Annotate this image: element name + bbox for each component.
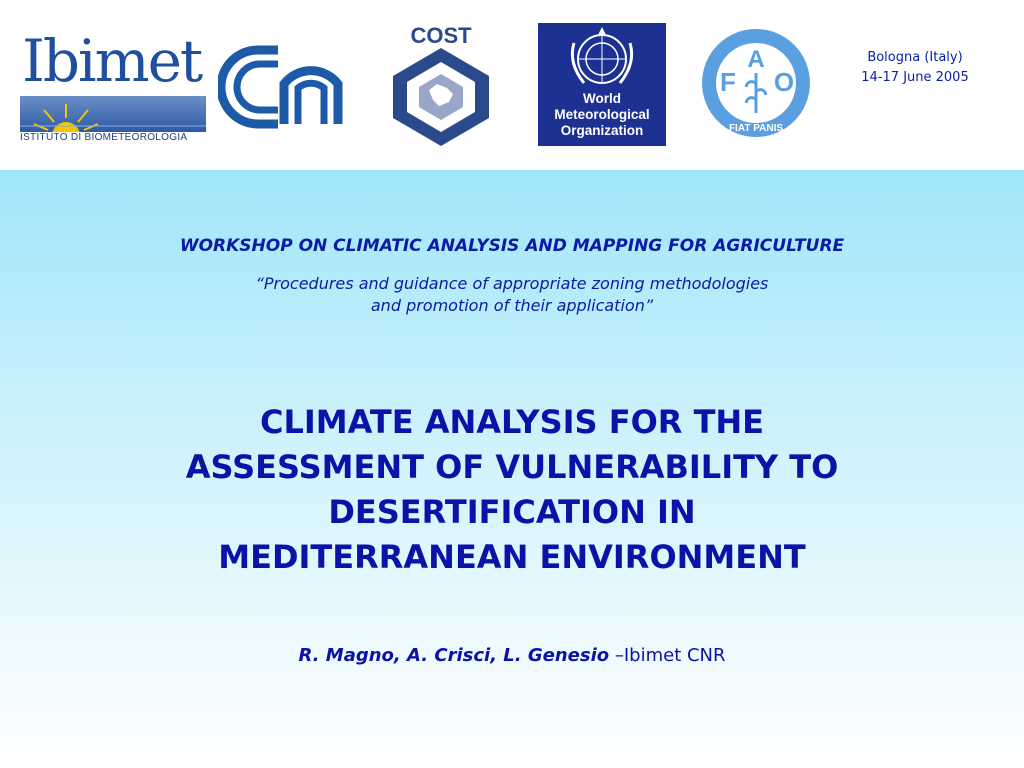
svg-text:F: F: [720, 67, 736, 97]
presentation-title: CLIMATE ANALYSIS FOR THE ASSESSMENT OF VULNERABILITY TO DESERTIFICATION IN MEDITERRANEAN ENVIRONMENT: [185, 403, 839, 576]
svg-text:O: O: [773, 67, 795, 97]
ibimet-sun-band: [20, 96, 206, 132]
ibimet-logo: [20, 28, 206, 146]
sun-icon: [20, 96, 206, 132]
workshop-subtitle: “Procedures and guidance of appropriate zoning methodologies and promotion of their application”: [255, 274, 769, 315]
cost-word: COST: [410, 24, 472, 48]
workshop-title: WORKSHOP ON CLIMATIC ANALYSIS AND MAPPING FOR AGRICULTURE: [179, 236, 845, 256]
svg-text:A: A: [747, 46, 765, 73]
cost-logo: [393, 24, 489, 146]
wmo-logo: [538, 23, 666, 146]
wmo-name: World Meteorological Organization: [554, 91, 650, 138]
author-names: R. Magno, A. Crisci, L. Genesio: [298, 645, 610, 666]
event-place-date: [840, 48, 990, 88]
fao-emblem-icon: [700, 27, 812, 139]
svg-text:FIAT PANIS: FIAT PANIS: [728, 123, 784, 134]
authors-line: [0, 645, 1024, 666]
event-place: Bologna (Italy): [867, 50, 963, 65]
cnr-logo: [218, 44, 344, 130]
cost-mark-icon: [393, 24, 489, 146]
un-emblem-icon: [538, 23, 666, 91]
ibimet-wordmark: Ibimet: [22, 27, 202, 95]
author-affiliation: –Ibimet CNR: [609, 645, 726, 666]
cnr-mark-icon: [218, 44, 344, 130]
ibimet-caption: ISTITUTO DI BIOMETEOROLOGIA: [20, 132, 188, 143]
event-dates: 14-17 June 2005: [861, 70, 969, 85]
fao-logo: [700, 27, 812, 139]
